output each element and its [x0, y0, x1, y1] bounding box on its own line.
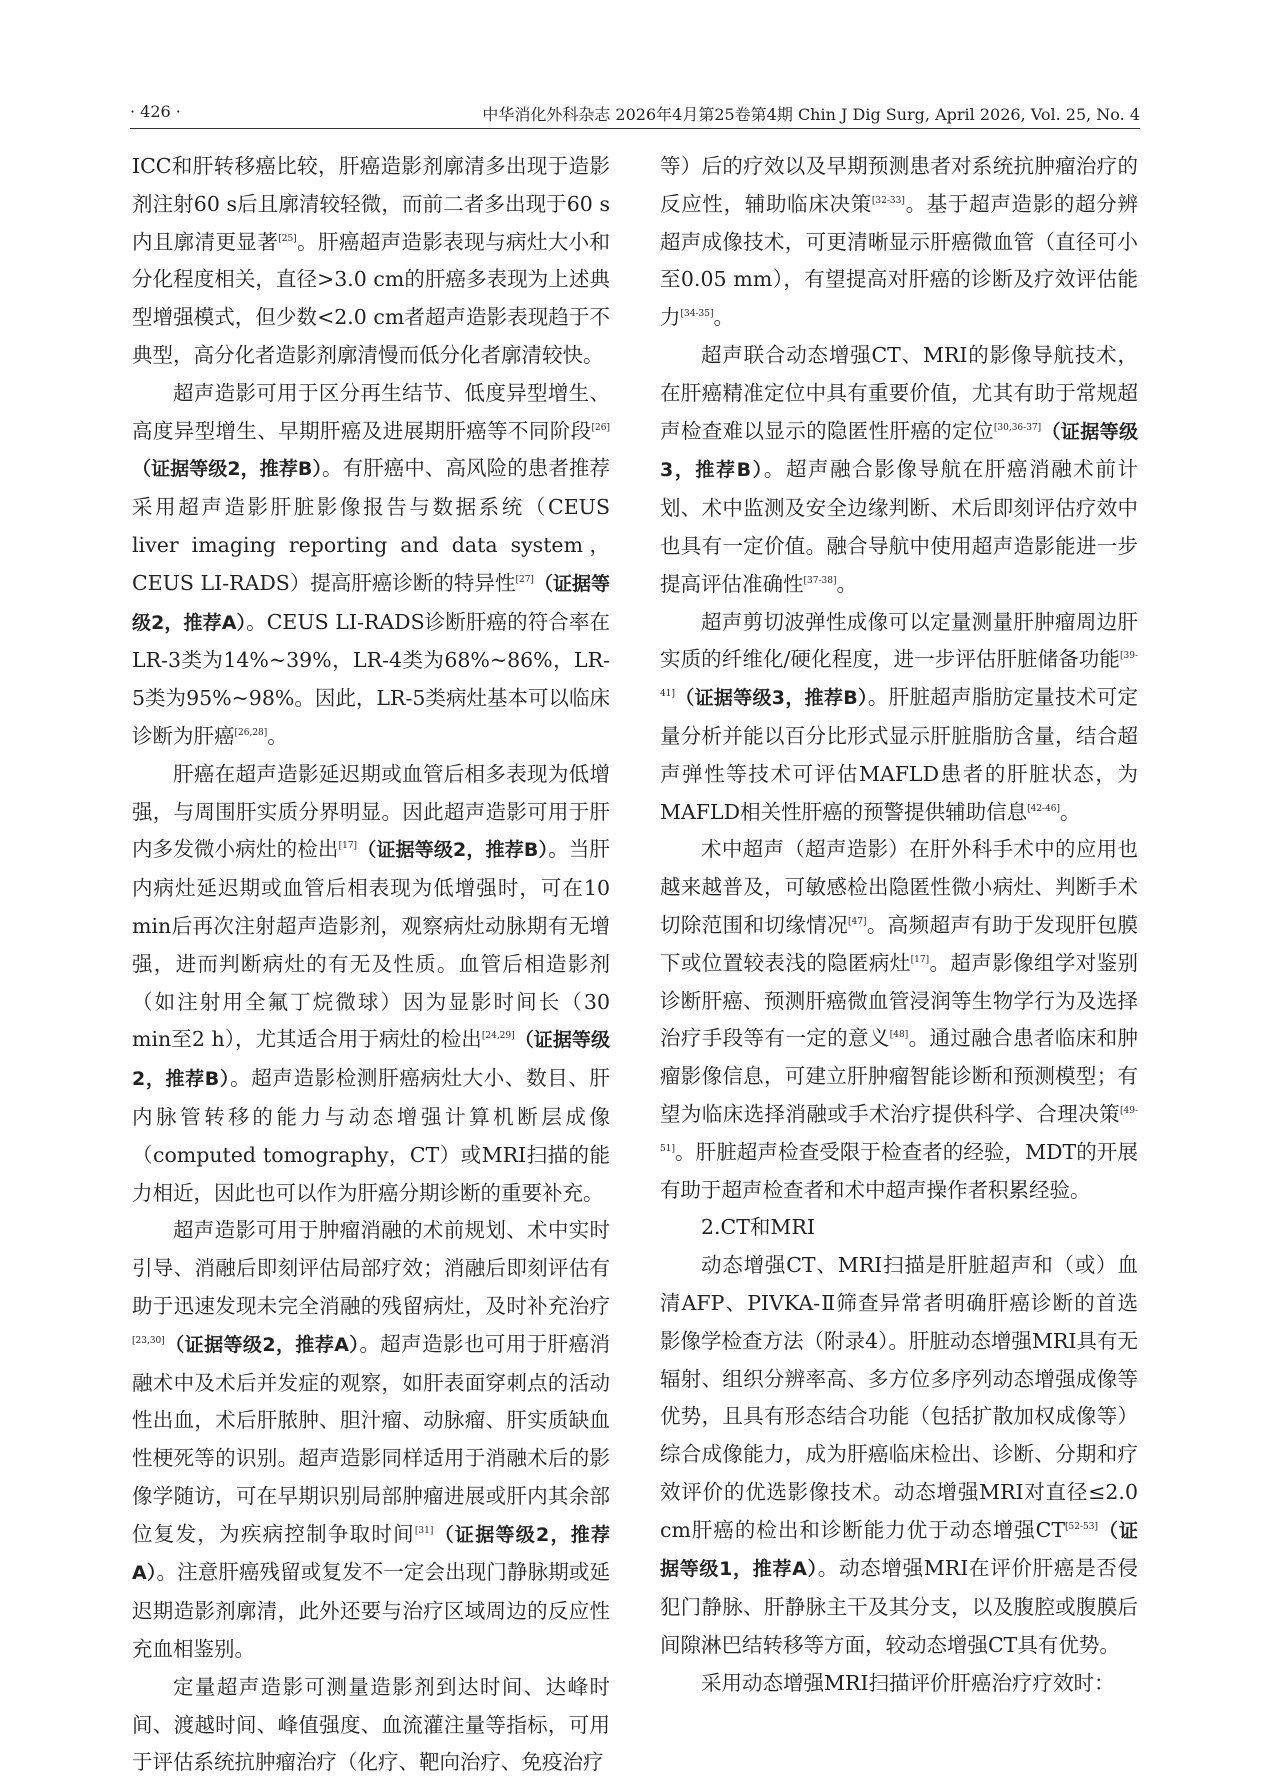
- text: 。当肝内病灶延迟期或血管后相表现为低增强时，可在10 min后再次注射超声造影剂，观察病灶动脉期有无增强，进而判断病灶的有无及性质。血管后相造影剂（如注射用全氟丁烷微球）因为显影时间长（30 min至2 h），尤其适合用于病灶的检出: [132, 837, 611, 1052]
- evidence-level: （证据等级2，推荐A）: [164, 1333, 360, 1356]
- paragraph: [132, 148, 610, 375]
- citation: [17]: [338, 841, 358, 852]
- right-column: [660, 148, 1138, 1703]
- text: ICC和肝转移癌比较，肝癌造影剂廓清多出现于造影剂注射60 s后且廓清较轻微，而前二者多出现于60 s内且廓清更显著: [132, 154, 610, 254]
- evidence-level: （证据等级2，推荐A）: [132, 1523, 610, 1585]
- text: 。超声融合影像导航在肝癌消融术前计划、术中监测及安全边缘判断、术后即刻评估疗效中也具有一定价值。融合导航中使用超声造影能进一步提高评估准确性: [660, 457, 1139, 596]
- citation: [25]: [278, 233, 297, 244]
- paragraph: [132, 375, 610, 756]
- page-header: [130, 100, 1140, 130]
- text: 肝癌在超声造影延迟期或血管后相多表现为低增强，与周围肝实质分界明显。因此超声造影可用于肝内多发微小病灶的检出: [132, 761, 610, 862]
- text: 。超声造影也可用于肝癌消融术中及术后并发症的观察，如肝表面穿刺点的活动性出血，术后肝脓肿、胆汁瘤、动脉瘤、肝实质缺血性梗死等的识别。超声造影同样适用于消融术后的影像学随访，可在早期识别局部肿瘤进展或肝内其余部位复发，为疾病控制争取时间: [132, 1331, 610, 1546]
- paragraph: [660, 148, 1138, 337]
- citation: [23,30]: [132, 1335, 165, 1346]
- text: 。CEUS LI-RADS诊断肝癌的符合率在LR-3类为14%~39%，LR-4类为68%~86%，LR-5类为95%~98%。因此，LR-5类病灶基本可以临床诊断为肝癌: [132, 609, 610, 748]
- citation: [52-53]: [1065, 1521, 1099, 1532]
- citation: [31]: [414, 1525, 434, 1536]
- text: 术中超声（超声造影）在肝外科手术中的应用也越来越普及，可敏感检出隐匿性微小病灶、判断手术切除范围和切缘情况: [660, 837, 1138, 937]
- text: 等）后的疗效以及早期预测患者对系统抗肿瘤治疗的反应性，辅助临床决策: [660, 154, 1138, 216]
- citation: [32-33]: [871, 195, 905, 206]
- citation: [47]: [847, 916, 867, 927]
- text: 。高频超声有助于发现肝包膜下或位置较表浅的隐匿病灶: [660, 912, 1138, 975]
- paragraph: [132, 1669, 610, 1782]
- text: 。基于超声造影的超分辨超声成像技术，可更清晰显示肝癌微血管（直径可小至0.05 mm），有望提高对肝癌的诊断及疗效评估能力: [660, 191, 1139, 330]
- text: 。肝癌超声造影表现与病灶大小和分化程度相关，直径>3.0 cm的肝癌多表现为上述典型增强模式，但少数<2.0 cm者超声造影表现趋于不典型，高分化者造影剂廓清慢而低分化者廓清较快。: [132, 229, 611, 367]
- text: 。: [836, 571, 857, 596]
- text: 。肝脏超声检查受限于检查者的经验，MDT的开展有助于超声检查者和术中超声操作者积累经验。: [660, 1139, 1138, 1202]
- text: 。动态增强MRI在评价肝癌是否侵犯门静脉、肝静脉主干及其分支，以及腹腔或腹膜后间隙淋巴结转移等方面，较动态增强CT具有优势。: [660, 1556, 1138, 1658]
- paragraph: [132, 1212, 610, 1669]
- text: 定量超声造影可测量造影剂到达时间、达峰时间、渡越时间、峰值强度、血流灌注量等指标，可用于评估系统抗肿瘤治疗（化疗、靶向治疗、免疫治疗: [132, 1674, 610, 1775]
- text: 超声剪切波弹性成像可以定量测量肝肿瘤周边肝实质的纤维化/硬化程度，进一步评估肝脏储备功能: [660, 609, 1138, 672]
- text: 。: [267, 723, 288, 748]
- journal-citation: 中华消化外科杂志 2026年4月第25卷第4期 Chin J Dig Surg, April 2026, Vol. 25, No. 4: [482, 105, 1140, 124]
- text: 。超声影像组学对鉴别诊断肝癌、预测肝癌微血管浸润等生物学行为及选择治疗手段等有一定的意义: [660, 950, 1139, 1051]
- citation: [37-38]: [803, 575, 837, 586]
- text: 超声造影可用于区分再生结节、低度异型增生、高度异型增生、早期肝癌及进展期肝癌等不同阶段: [132, 380, 610, 443]
- citation: [17]: [910, 954, 930, 965]
- text: 。有肝癌中、高风险的患者推荐采用超声造影肝脏影像报告与数据系统（CEUS liver imaging reporting and data system，CEUS LI-RADS）提高肝癌诊断的特异性: [132, 456, 611, 595]
- evidence-level: （证据等级1，推荐A）: [660, 1519, 1138, 1581]
- citation: [39-41]: [660, 651, 1138, 700]
- paragraph: [660, 604, 1138, 832]
- evidence-level: （证据等级2，推荐B）: [132, 1029, 610, 1091]
- paragraph: [660, 831, 1138, 1209]
- citation: [26,28]: [234, 727, 268, 738]
- citation: [49-51]: [660, 1105, 1138, 1154]
- citation: [27]: [515, 574, 534, 585]
- evidence-level: （证据等级3，推荐B）: [674, 687, 868, 710]
- citation: [42-46]: [1027, 803, 1061, 814]
- paragraph: [660, 1665, 1138, 1703]
- evidence-level: （证据等级3，推荐B）: [660, 420, 1138, 482]
- text: 。: [1060, 799, 1081, 824]
- citation: [48]: [889, 1030, 909, 1041]
- evidence-level: （证据等级2，推荐A）: [132, 572, 610, 634]
- text: 超声造影可用于肿瘤消融的术前规划、术中实时引导、消融后即刻评估局部疗效；消融后即刻评估有助于迅速发现未完全消融的残留病灶，及时补充治疗: [132, 1218, 610, 1318]
- paragraph: [132, 756, 610, 1213]
- page-number: · 426 ·: [130, 102, 181, 121]
- text: 采用动态增强MRI扫描评价肝癌治疗疗效时：: [701, 1670, 1115, 1695]
- paragraph: [660, 1247, 1138, 1665]
- text: 。通过融合患者临床和肿瘤影像信息，可建立肝肿瘤智能诊断和预测模型；有望为临床选择消融或手术治疗提供科学、合理决策: [660, 1026, 1139, 1126]
- left-column: [132, 148, 610, 1782]
- text: 超声联合动态增强CT、MRI的影像导航技术，在肝癌精准定位中具有重要价值，尤其有助于常规超声检查难以显示的隐匿性肝癌的定位: [660, 342, 1138, 443]
- citation: [34-35]: [680, 309, 714, 320]
- header-rule: [130, 128, 1140, 129]
- paragraph: [660, 337, 1138, 604]
- text: 。肝脏超声脂肪定量技术可定量分析并能以百分比形式显示肝脏脂肪含量，结合超声弹性等技术可评估MAFLD患者的肝脏状态，为MAFLD相关性肝癌的预警提供辅助信息: [660, 685, 1139, 824]
- text: 动态增强CT、MRI扫描是肝脏超声和（或）血清AFP、PIVKA-Ⅱ筛查异常者明确肝癌诊断的首选影像学检查方法（附录4）。肝脏动态增强MRI具有无辐射、组织分辨率高、多方位多序列动态增强成像等优势，且具有形态结合功能（包括扩散加权成像等）综合成像能力，成为肝癌临床检出、诊断、分期和疗效评价的优选影像技术。动态增强MRI对直径≤2.0 cm肝癌的检出和诊断能力优于动态增强CT: [660, 1253, 1138, 1542]
- text: 。注意肝癌残留或复发不一定会出现门静脉期或延迟期造影剂廓清，此外还要与治疗区域周边的反应性充血相鉴别。: [132, 1560, 610, 1662]
- text: 。超声造影检测肝癌病灶大小、数目、肝内脉管转移的能力与动态增强计算机断层成像（computed tomography，CT）或MRI扫描的能力相近，因此也可以作为肝癌分期诊断的重要补充。: [132, 1066, 610, 1205]
- citation: [26]: [591, 422, 610, 433]
- text: 。: [713, 305, 734, 330]
- evidence-level: （证据等级2，推荐B）: [132, 458, 323, 481]
- citation: [24,29]: [481, 1031, 515, 1042]
- citation: [30,36-37]: [993, 422, 1042, 433]
- section-subheading: 2.CT和MRI: [701, 1215, 815, 1240]
- evidence-level: （证据等级2，推荐B）: [357, 839, 549, 862]
